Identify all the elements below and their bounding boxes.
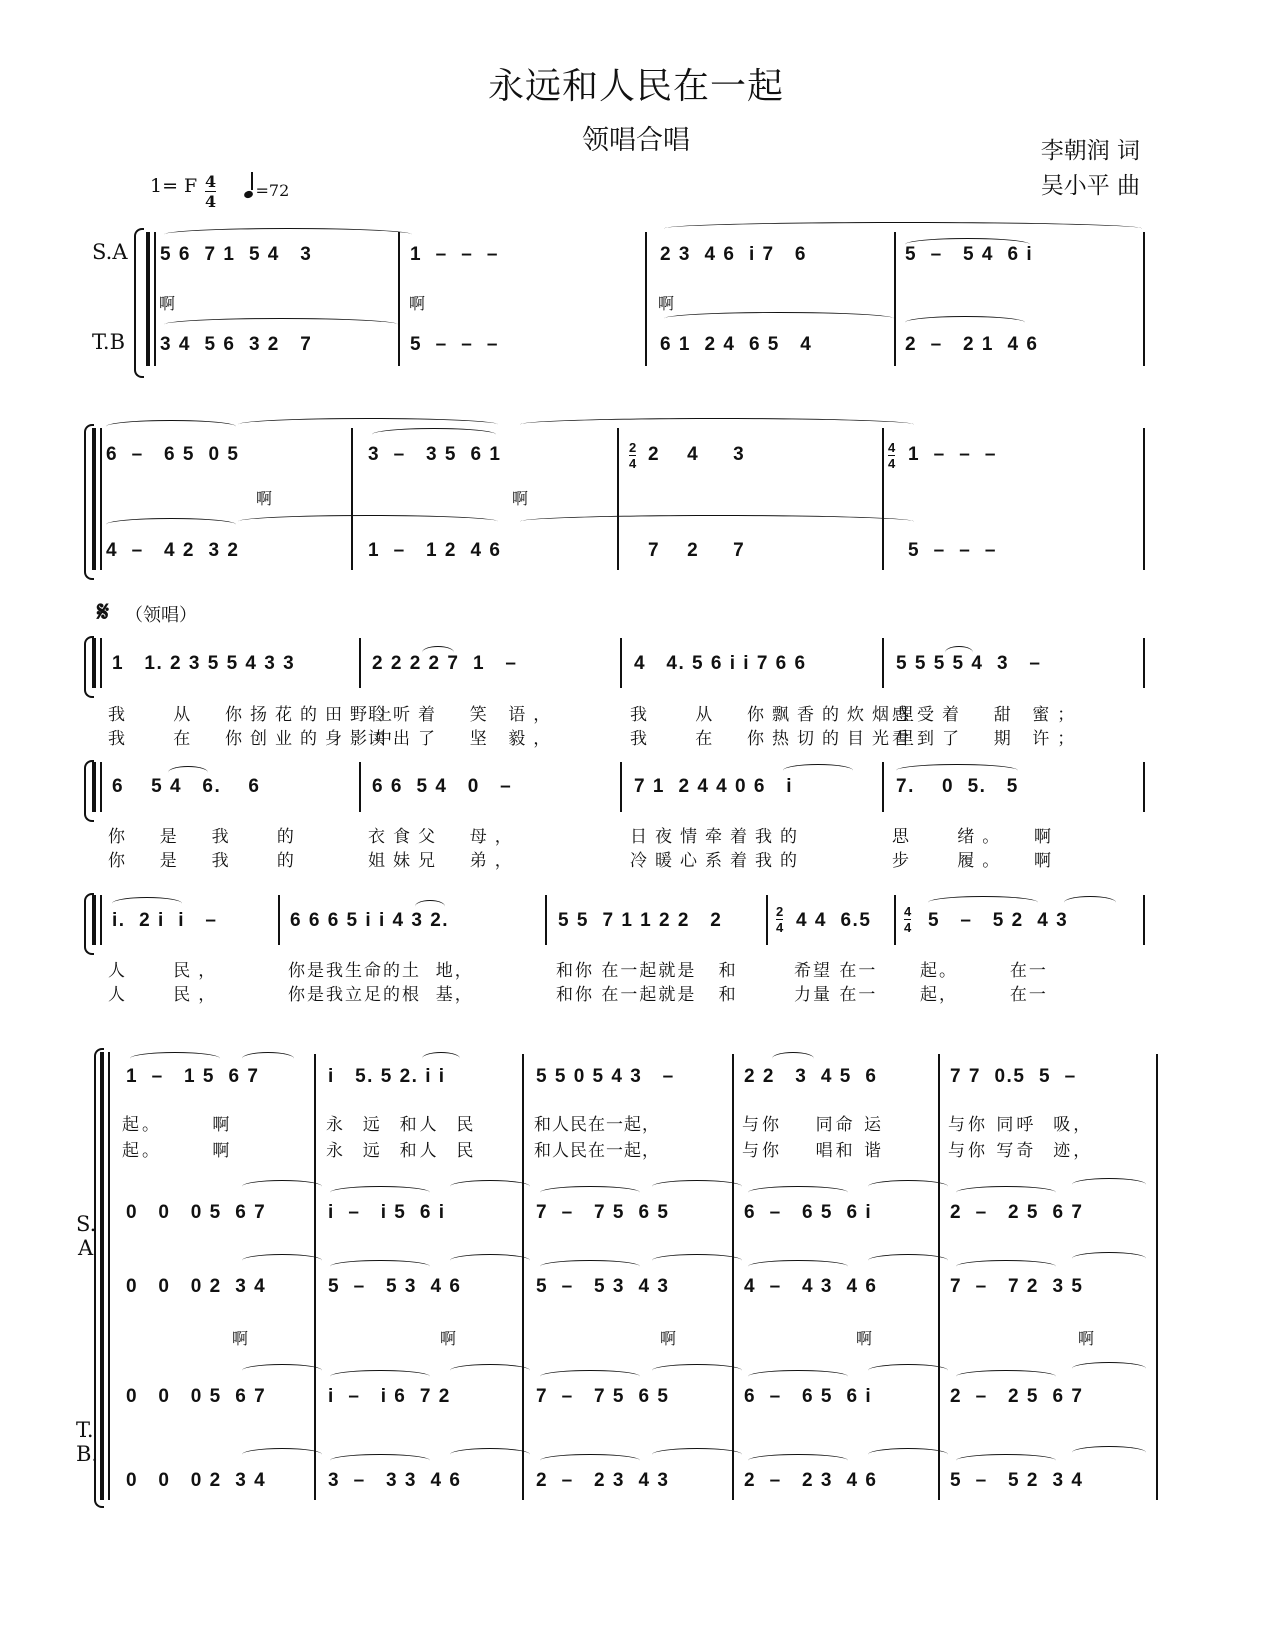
slur: [956, 1454, 1056, 1467]
slur: [652, 1254, 742, 1267]
slur: [330, 1260, 430, 1273]
song-title: 永远和人民在一起: [487, 66, 784, 107]
lyric-verse-1: 与你 同呼 吸，: [948, 1115, 1094, 1135]
system-start-bar: [100, 1052, 104, 1500]
lyric-verse-1: 你 是 我 的: [108, 827, 302, 847]
lead-measure-13: 5 – 5 2 4 3: [928, 910, 1069, 931]
lyric-verse-2: 和人民在一起，: [534, 1141, 660, 1161]
system-brace: [134, 228, 144, 378]
lead-measure-8: 7. 0 5. 5: [896, 776, 1019, 797]
slur: [164, 228, 412, 241]
lyric-verse-1: 聆听着 笑 语，: [368, 705, 559, 725]
sa-measure-4: 5 – 5 4 6 i: [905, 244, 1034, 265]
soprano-measure-17: 6 – 6 5 6 i: [744, 1202, 873, 1223]
note-stem: [251, 172, 253, 190]
choir-lyric: 啊: [440, 1329, 457, 1348]
lead-measure-14: 1 – 1 5 6 7: [126, 1066, 260, 1087]
barline: [359, 762, 361, 812]
slur: [652, 1364, 742, 1377]
slur: [450, 1364, 530, 1377]
lyric-verse-1: 我 从 你飘香的炊烟里: [630, 705, 923, 725]
time-numerator: 2: [776, 904, 784, 919]
time-signature-change: [904, 904, 911, 935]
slur: [664, 222, 1142, 235]
barline: [1156, 1054, 1158, 1500]
choir-lyric: 啊: [232, 1329, 249, 1348]
tenor-measure-17: 6 – 6 5 6 i: [744, 1386, 873, 1407]
lead-measure-12: 4 4 6.5: [796, 910, 872, 931]
slur: [1072, 1362, 1146, 1375]
bass-measure-14: 0 0 0 2 3 4: [126, 1470, 267, 1491]
choir-lyric: 啊: [1078, 1329, 1095, 1348]
slur: [1064, 896, 1116, 909]
lyric-verse-2: 我 在 你创业的身影中: [108, 729, 401, 749]
lead-measure-18: 7 7 0.5 5 –: [950, 1066, 1077, 1087]
lead-measure-4: 5 5 5 5 4 3 –: [896, 653, 1042, 674]
slur: [748, 1186, 848, 1199]
lyric-verse-2: 起， 在一: [920, 985, 1048, 1005]
sa-measure-1: 5 6 7 1 5 4 3: [160, 244, 313, 265]
soprano-measure-14: 0 0 0 5 6 7: [126, 1202, 267, 1223]
system-start-thin-bar: [100, 895, 102, 945]
system-start-bar: [92, 638, 96, 688]
lyric-verse-1: 和你 在一起就是 和: [556, 961, 738, 981]
alto-measure-16: 5 – 5 3 4 3: [536, 1276, 670, 1297]
slur: [652, 1180, 742, 1193]
barline: [617, 428, 619, 570]
slur: [164, 318, 398, 331]
lead-measure-7: 7 1 2 4 4 0 6 i: [634, 776, 794, 797]
slur: [540, 1370, 640, 1383]
time-denominator: 4: [776, 920, 784, 935]
choir-lyric: 啊: [660, 1329, 677, 1348]
lead-measure-5: 6 5 4 6. 6: [112, 776, 261, 797]
slur: [868, 1254, 948, 1267]
barline: [620, 762, 622, 812]
barline: [882, 428, 884, 570]
slur: [956, 1186, 1056, 1199]
lyric-verse-2: 我 在 你热切的目光里: [630, 729, 923, 749]
lead-measure-16: 5 5 0 5 4 3 –: [536, 1066, 675, 1087]
tempo-marking: [244, 178, 289, 200]
bass-measure-17: 2 – 2 3 4 6: [744, 1470, 878, 1491]
time-denominator: 4: [904, 920, 912, 935]
lyric-verse-2: 看到了 期 许；: [892, 729, 1083, 749]
lead-measure-2: 2 2 2 2 7 1 –: [372, 653, 518, 674]
sa-label: S.A: [92, 240, 128, 264]
tenor-measure-16: 7 – 7 5 6 5: [536, 1386, 670, 1407]
lyric-verse-2: 你 是 我 的: [108, 851, 302, 871]
alto-measure-14: 0 0 0 2 3 4: [126, 1276, 267, 1297]
slur: [242, 1448, 322, 1461]
lyric-verse-2: 起。 啊: [122, 1141, 233, 1161]
tb-measure-2: 5 – – –: [410, 334, 499, 355]
tie: [772, 1052, 814, 1065]
bass-label: B.: [76, 1442, 99, 1466]
system-start-bar: [92, 428, 96, 570]
soprano-measure-18: 2 – 2 5 6 7: [950, 1202, 1084, 1223]
sa-lyric: 啊: [256, 489, 273, 508]
bass-measure-16: 2 – 2 3 4 3: [536, 1470, 670, 1491]
slur: [748, 1454, 848, 1467]
slur: [242, 1364, 322, 1377]
sa-measure-3: 2 3 4 6 i 7 6: [660, 244, 807, 265]
sa-measure-7: 2 4 3: [648, 444, 746, 465]
quarter-note-icon: [243, 190, 254, 200]
tb-measure-3: 6 1 2 4 6 5 4: [660, 334, 813, 355]
system-start-bar: [146, 232, 150, 366]
slur: [242, 1254, 322, 1267]
bass-measure-18: 5 – 5 2 3 4: [950, 1470, 1084, 1491]
lyric-verse-1: 思 绪。 啊: [892, 827, 1060, 847]
barline: [359, 638, 361, 688]
time-signature-change: [629, 440, 636, 471]
barline: [314, 1054, 316, 1500]
tb-measure-1: 3 4 5 6 3 2 7: [160, 334, 313, 355]
alto-measure-15: 5 – 5 3 4 6: [328, 1276, 462, 1297]
system-start-bar: [92, 895, 96, 945]
slur: [242, 1180, 322, 1193]
soprano-measure-15: i – i 5 6 i: [328, 1202, 446, 1223]
tenor-measure-18: 2 – 2 5 6 7: [950, 1386, 1084, 1407]
slur: [540, 1454, 640, 1467]
slur: [1072, 1178, 1146, 1191]
alto-measure-18: 7 – 7 2 3 5: [950, 1276, 1084, 1297]
slur: [520, 418, 914, 431]
tempo-value: =72: [255, 181, 290, 200]
lead-measure-6: 6 6 5 4 0 –: [372, 776, 513, 797]
tenor-label: T.: [76, 1418, 94, 1442]
slur: [540, 1260, 640, 1273]
system-start-thin-bar: [100, 638, 102, 688]
barline: [1143, 895, 1145, 945]
lyric-verse-1: 永 远 和人 民: [326, 1115, 477, 1135]
barline: [278, 895, 280, 945]
tb-measure-4: 2 – 2 1 4 6: [905, 334, 1039, 355]
alto-measure-17: 4 – 4 3 4 6: [744, 1276, 878, 1297]
slur: [112, 897, 182, 910]
lyric-verse-1: 日夜情牵着我的: [630, 827, 805, 847]
tie: [422, 1052, 460, 1065]
tb-measure-8: 5 – – –: [908, 540, 997, 561]
sa-lyric: 啊: [658, 294, 675, 313]
slur: [372, 428, 496, 441]
time-numerator: 2: [629, 440, 637, 455]
slur: [242, 1052, 294, 1065]
time-signature-change: [888, 440, 895, 471]
sa-measure-2: 1 – – –: [410, 244, 499, 265]
slur: [956, 1260, 1056, 1273]
lead-measure-11: 5 5 7 1 1 2 2 2: [558, 910, 723, 931]
sa-measure-5: 6 – 6 5 0 5: [106, 444, 240, 465]
slur: [928, 896, 1038, 909]
barline: [398, 232, 400, 366]
sa-measure-6: 3 – 3 5 6 1: [368, 444, 502, 465]
lead-vocal-label: （领唱）: [125, 605, 197, 626]
slur: [868, 1180, 948, 1193]
choir-lyric: 啊: [856, 1329, 873, 1348]
tb-measure-7: 7 2 7: [648, 540, 746, 561]
lyricist-credit: 李朝润 词: [1040, 138, 1140, 164]
time-numerator: 4: [888, 440, 896, 455]
system-start-thin-bar: [100, 428, 102, 570]
key-signature: 1= F: [150, 175, 198, 197]
slur: [450, 1448, 530, 1461]
lead-measure-17: 2 2 3 4 5 6: [744, 1066, 878, 1087]
lyric-verse-1: 你是我生命的土 地，: [288, 961, 474, 981]
alto-label: A: [78, 1236, 94, 1260]
barline: [766, 895, 768, 945]
time-signature: [205, 172, 216, 211]
lyric-verse-1: 和人民在一起，: [534, 1115, 660, 1135]
sa-measure-8: 1 – – –: [908, 444, 997, 465]
slur: [748, 1370, 848, 1383]
lyric-verse-1: 与你 同命 运: [742, 1115, 885, 1135]
time-denominator: 4: [205, 192, 217, 211]
bass-measure-15: 3 – 3 3 4 6: [328, 1470, 462, 1491]
slur: [330, 1454, 430, 1467]
lyric-verse-2: 冷暖心系着我的: [630, 851, 805, 871]
barline: [1143, 428, 1145, 570]
barline: [1143, 762, 1145, 812]
system-start-thin-bar: [100, 762, 102, 812]
tenor-measure-15: i – i 6 7 2: [328, 1386, 451, 1407]
barline: [938, 1054, 940, 1500]
time-denominator: 4: [888, 456, 896, 471]
tb-label: T.B: [92, 330, 126, 354]
barline: [732, 1054, 734, 1500]
sa-lyric: 啊: [512, 489, 529, 508]
lead-measure-15: i 5. 5 2. i i: [328, 1066, 446, 1087]
lyric-verse-1: 起。 啊: [122, 1115, 233, 1135]
slur: [450, 1254, 530, 1267]
slur: [1072, 1446, 1146, 1459]
barline: [545, 895, 547, 945]
slur: [652, 1448, 742, 1461]
lyric-verse-2: 人 民，: [108, 985, 224, 1005]
slur: [106, 518, 236, 531]
slur: [130, 1052, 220, 1065]
barline: [1143, 638, 1145, 688]
slur: [238, 515, 498, 528]
time-numerator: 4: [904, 904, 912, 919]
lyric-verse-1: 希望 在一: [794, 961, 878, 981]
lyric-verse-2: 读出了 坚 毅，: [368, 729, 559, 749]
lyric-verse-1: 我 从 你扬花的田野上: [108, 705, 401, 725]
lead-measure-10: 6 6 6 5 i i 4 3 2.: [290, 910, 450, 931]
barline: [882, 762, 884, 812]
slur: [330, 1370, 430, 1383]
segno-icon: 𝄋: [97, 595, 110, 628]
system-start-thin-bar: [154, 232, 156, 366]
lyric-verse-2: 姐妹兄 弟，: [368, 851, 520, 871]
tb-measure-5: 4 – 4 2 3 2: [106, 540, 240, 561]
soprano-label: S.: [76, 1212, 97, 1236]
slur: [868, 1448, 948, 1461]
barline: [351, 428, 353, 570]
time-numerator: 4: [205, 172, 217, 191]
slur: [748, 1260, 848, 1273]
composer-credit: 吴小平 曲: [1040, 173, 1140, 199]
barline: [1143, 232, 1145, 366]
tb-measure-6: 1 – 1 2 4 6: [368, 540, 502, 561]
lyric-verse-2: 步 履。 啊: [892, 851, 1060, 871]
lyric-verse-2: 和你 在一起就是 和: [556, 985, 738, 1005]
lead-measure-9: i. 2 i i –: [112, 910, 218, 931]
time-denominator: 4: [629, 456, 637, 471]
lyric-verse-2: 与你 写奇 迹，: [948, 1141, 1094, 1161]
lyric-verse-2: 与你 唱和 谐: [742, 1141, 885, 1161]
system-start-bar: [92, 762, 96, 812]
lead-measure-1: 1 1. 2 3 5 5 4 3 3: [112, 653, 296, 674]
slur: [905, 316, 1025, 329]
barline: [894, 232, 896, 366]
soprano-measure-16: 7 – 7 5 6 5: [536, 1202, 670, 1223]
lyric-verse-2: 力量 在一: [794, 985, 878, 1005]
sa-lyric: 啊: [409, 294, 426, 313]
barline: [522, 1054, 524, 1500]
slur: [540, 1186, 640, 1199]
lyric-verse-1: 衣食父 母，: [368, 827, 520, 847]
slur: [330, 1186, 430, 1199]
lyric-verse-2: 你是我立足的根 基，: [288, 985, 474, 1005]
slur: [783, 764, 853, 777]
lead-measure-3: 4 4. 5 6 i i 7 6 6: [634, 653, 807, 674]
time-signature-change: [776, 904, 783, 935]
slur: [664, 312, 894, 325]
slur: [956, 1370, 1056, 1383]
tenor-measure-14: 0 0 0 5 6 7: [126, 1386, 267, 1407]
lyric-verse-1: 起。 在一: [920, 961, 1048, 981]
lyric-verse-1: 感受着 甜 蜜；: [892, 705, 1083, 725]
system-start-thin-bar: [108, 1052, 110, 1500]
slur: [520, 515, 914, 528]
barline: [645, 232, 647, 366]
slur: [450, 1180, 530, 1193]
slur: [1072, 1252, 1146, 1265]
lyric-verse-2: 永 远 和人 民: [326, 1141, 477, 1161]
barline: [620, 638, 622, 688]
slur: [106, 420, 236, 433]
lyric-verse-1: 人 民，: [108, 961, 224, 981]
barline: [894, 895, 896, 945]
barline: [882, 638, 884, 688]
song-subtitle: 领唱合唱: [582, 125, 690, 156]
sa-lyric: 啊: [159, 294, 176, 313]
slur: [868, 1364, 948, 1377]
